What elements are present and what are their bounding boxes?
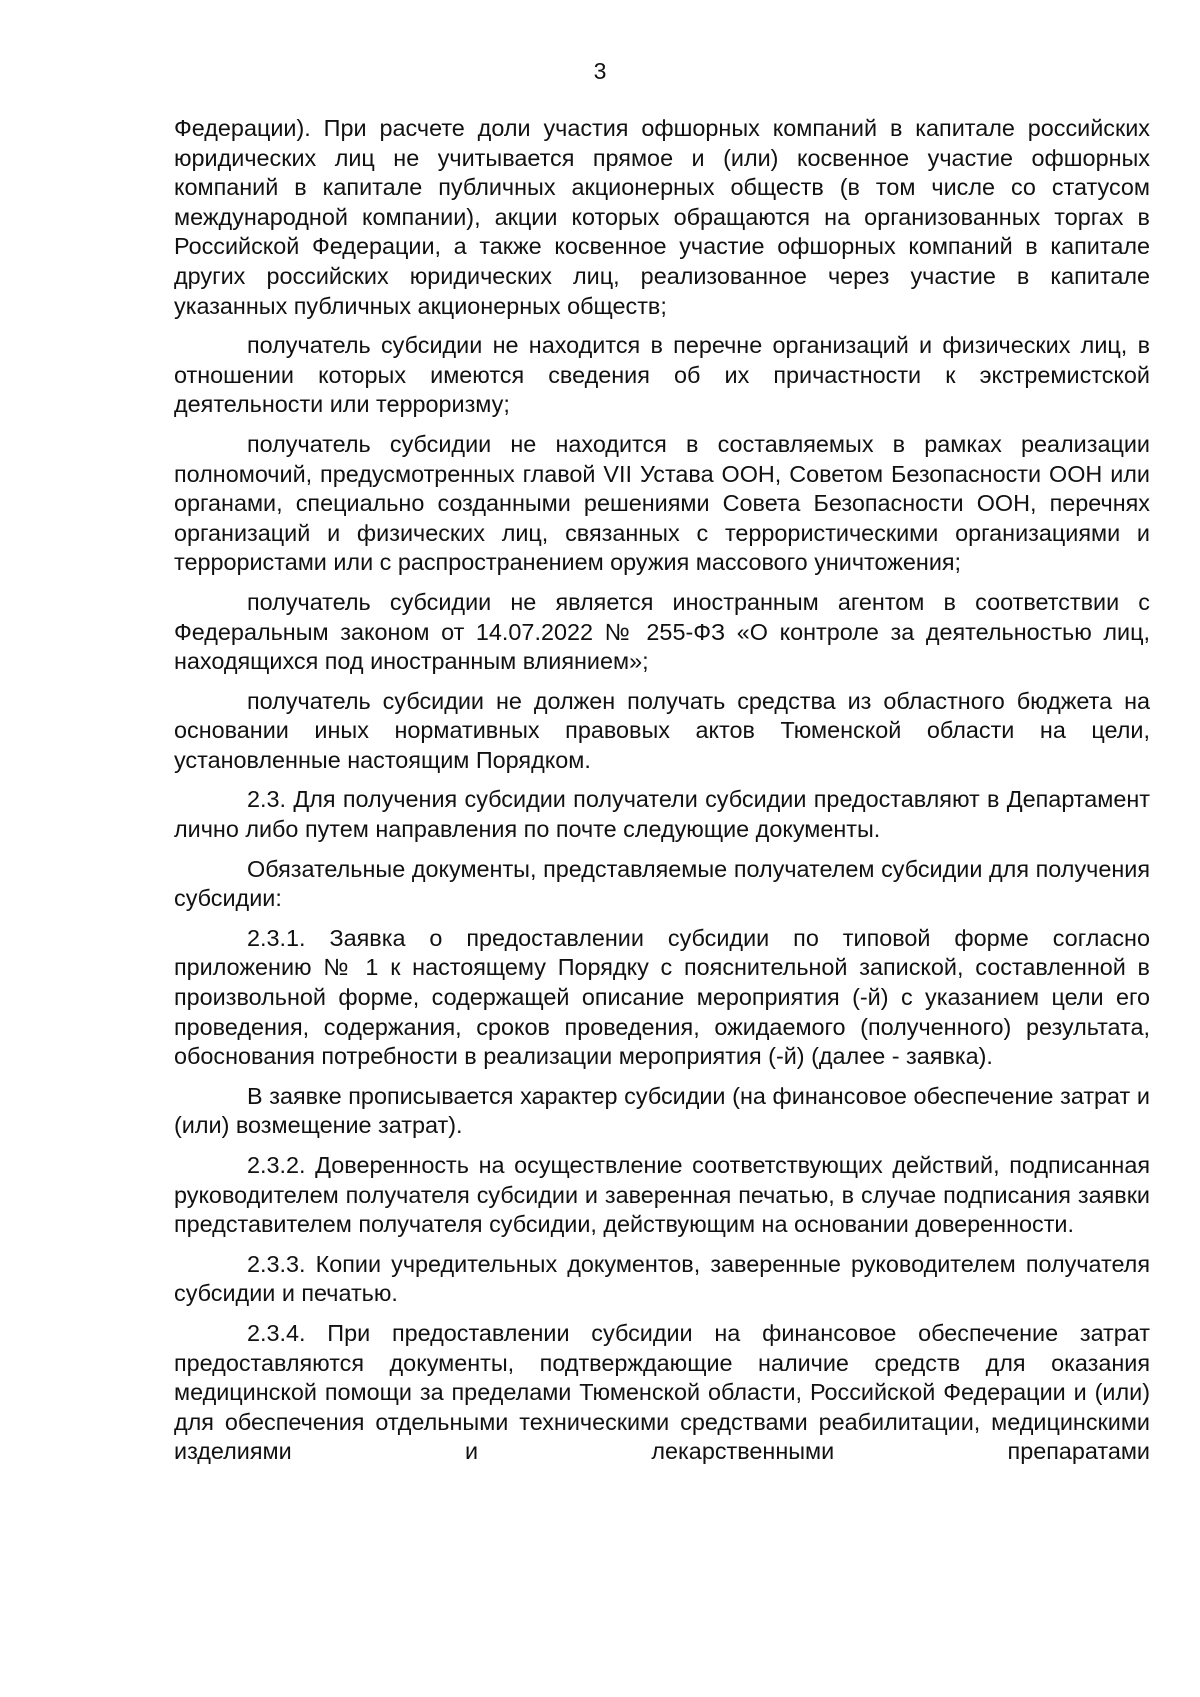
document-body — [174, 114, 1150, 1467]
paragraph-mandatory-documents: Обязательные документы, представляемые получателем субсидии для получения субсидии: — [174, 855, 1150, 912]
paragraph-section-2-3-4: 2.3.4. При предоставлении субсидии на финансовое обеспечение затрат предоставляются документы, подтверждающие наличие средств для оказания медицинской помощи за пределами Тюменской области, Российской Федерации и (или) для обеспечения отдельными техническими средствами реабилитации, медицинскими изделиями и лекарственными препаратами — [174, 1319, 1150, 1465]
paragraph-foreign-agent: получатель субсидии не является иностранным агентом в соответствии с Федеральным законом от 14.07.2022 № 255-ФЗ «О контроле за деятельностью лиц, находящихся под иностранным влиянием»; — [174, 588, 1150, 675]
paragraph-un-lists: получатель субсидии не находится в составляемых в рамках реализации полномочий, предусмотренных главой VII Устава ООН, Советом Безопасности ООН или органами, специально созданными решениями Совета Безопасности ООН, перечнях организаций и физических лиц, связанных с террористическими организациями и террористами или с распространением оружия массового уничтожения; — [174, 430, 1150, 576]
paragraph-offshore-continuation: Федерации). При расчете доли участия офшорных компаний в капитале российских юридических лиц не учитывается прямое и (или) косвенное участие офшорных компаний в капитале публичных акционерных обществ (в том числе со статусом международной компании), акции которых обращаются на организованных торгах в Российской Федерации, а также косвенное участие офшорных компаний в капитале других российских юридических лиц, реализованное через участие в капитале указанных публичных акционерных обществ; — [174, 115, 1150, 319]
paragraph-extremism-list: получатель субсидии не находится в перечне организаций и физических лиц, в отношении которых имеются сведения об их причастности к экстремистской деятельности или терроризму; — [174, 332, 1150, 418]
paragraph-section-2-3: 2.3. Для получения субсидии получатели субсидии предоставляют в Департамент лично либо путем направления по почте следующие документы. — [174, 786, 1150, 843]
paragraph-section-2-3-1: 2.3.1. Заявка о предоставлении субсидии по типовой форме согласно приложению № 1 к настоящему Порядку с пояснительной запиской, составленной в произвольной форме, содержащей описание мероприятия (-й) с указанием цели его проведения, содержания, сроков проведения, ожидаемого (полученного) результата, обоснования потребности в реализации мероприятия (-й) (далее - заявка). — [174, 924, 1150, 1070]
page-number: 3 — [593, 58, 607, 84]
paragraph-subsidy-nature: В заявке прописывается характер субсидии (на финансовое обеспечение затрат и (или) возмещение затрат). — [174, 1082, 1150, 1139]
paragraph-section-2-3-3: 2.3.3. Копии учредительных документов, заверенные руководителем получателя субсидии и печатью. — [174, 1250, 1150, 1307]
paragraph-section-2-3-2: 2.3.2. Доверенность на осуществление соответствующих действий, подписанная руководителем получателя субсидии и заверенная печатью, в случае подписания заявки представителем получателя субсидии, действующим на основании доверенности. — [174, 1152, 1150, 1238]
paragraph-no-other-funds: получатель субсидии не должен получать средства из областного бюджета на основании иных нормативных правовых актов Тюменской области на цели, установленные настоящим Порядком. — [174, 687, 1150, 773]
